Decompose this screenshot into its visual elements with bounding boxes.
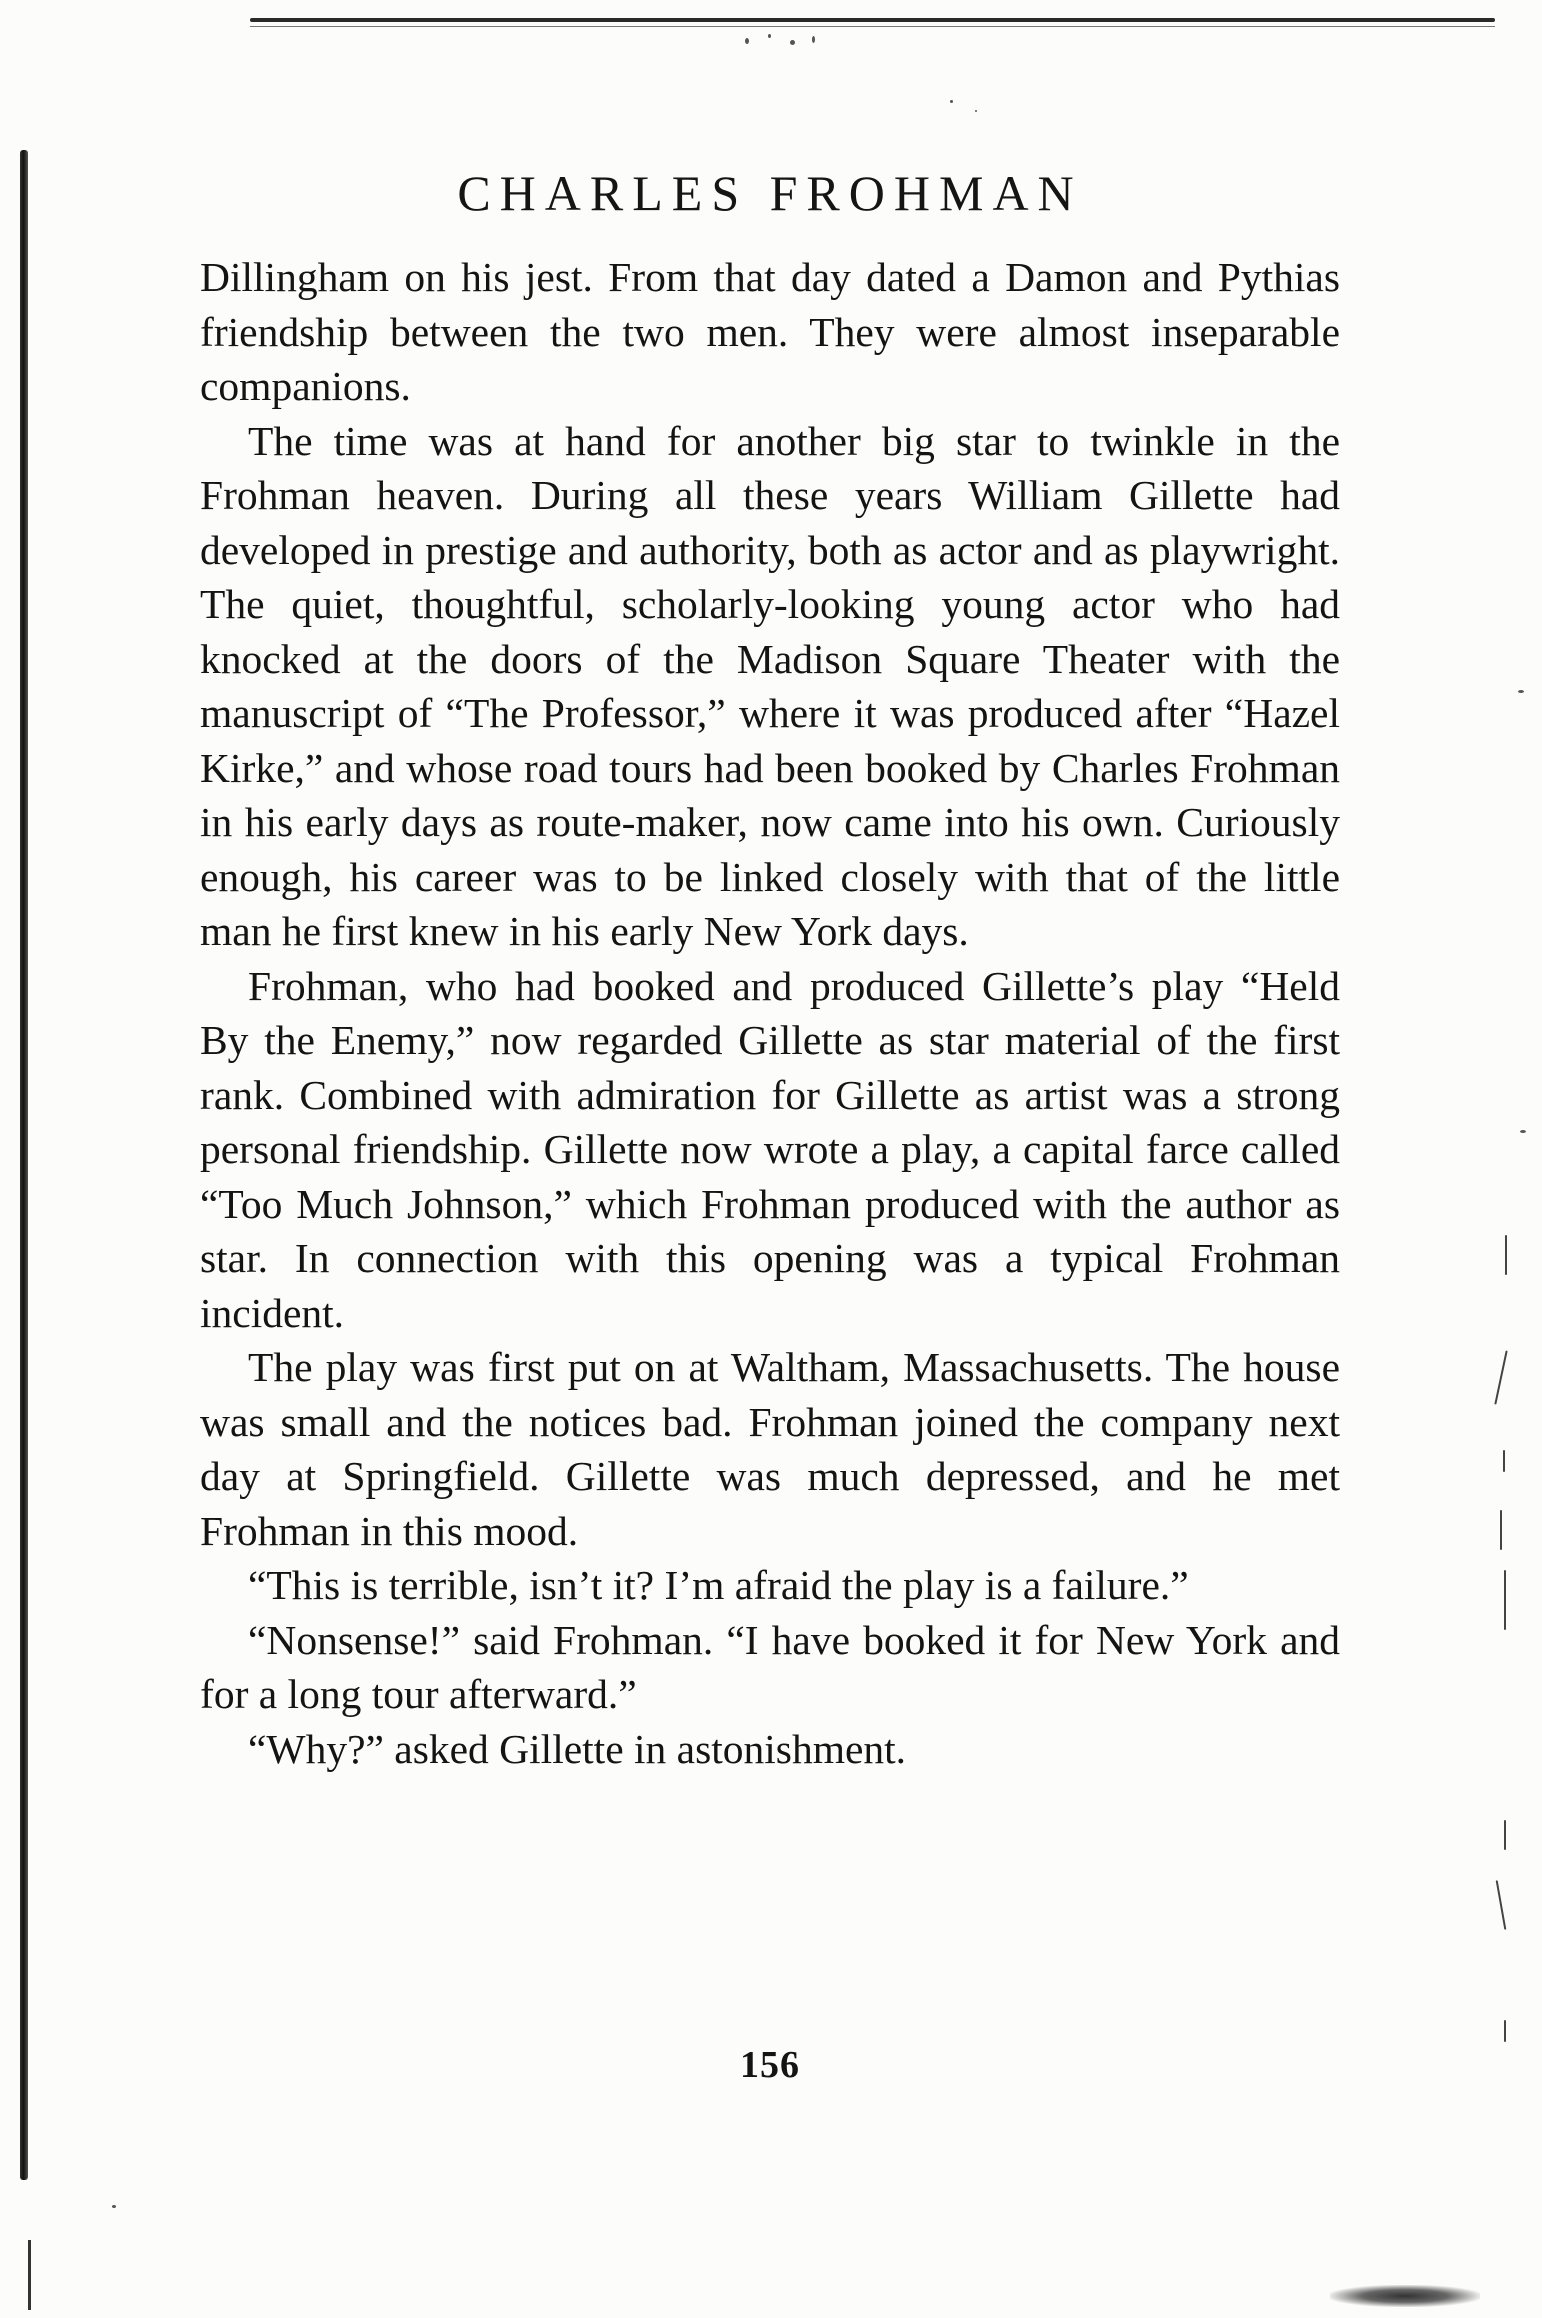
- page-spine-edge: [20, 150, 28, 2180]
- margin-mark: [1504, 1820, 1506, 1850]
- speck: [950, 100, 953, 103]
- paragraph: The time was at hand for another big star to twinkle in the Frohman heaven. During all these years William Gillette had developed in prestige and authority, both as actor and as playwright. The quiet, thoughtful, scholarly-looking young actor who had knocked at the doors of the Madison Square Theater with the manuscript of “The Professor,” where it was produced after “Hazel Kirke,” and whose road tours had been booked by Charles Frohman in his early days as route-maker, now came into his own. Curiously enough, his career was to be linked closely with that of the little man he first knew in his early New York days.: [200, 417, 1340, 954]
- speck: [1518, 690, 1524, 693]
- margin-mark: [1504, 1570, 1506, 1630]
- paragraph: Frohman, who had booked and produced Gillette’s play “Held By the Enemy,” now regarded Gillette as star material of the first rank. Combined with admiration for Gillette as artist was a strong personal friendship. Gillette now wrote a play, a capital farce called “Too Much Johnson,” which Frohman produced with the author as star. In connection with this opening was a typical Frohman incident.: [200, 962, 1340, 1336]
- page-number: 156: [740, 2044, 800, 2086]
- running-head: CHARLES FROHMAN: [457, 165, 1083, 221]
- corner-smudge: [1330, 2285, 1480, 2307]
- margin-mark: [1496, 1880, 1507, 1930]
- margin-mark: [1505, 1235, 1507, 1275]
- top-rule: [250, 18, 1495, 22]
- speck: [768, 34, 771, 38]
- margin-mark: [1504, 2020, 1506, 2042]
- speck: [112, 2205, 116, 2208]
- speck: [975, 110, 977, 112]
- page-spine-edge-lower: [28, 2240, 31, 2310]
- speck: [790, 40, 795, 45]
- margin-mark: [1503, 1450, 1505, 1472]
- body-text: [200, 250, 1340, 1776]
- paragraph: The play was first put on at Waltham, Massachusetts. The house was small and the notices bad. Frohman joined the company next day at Springfield. Gillette was much depressed, and he met Frohman in this mood.: [200, 1344, 1340, 1554]
- paragraph: “Nonsense!” said Frohman. “I have booked it for New York and for a long tour afterward.”: [200, 1616, 1340, 1717]
- speck: [812, 36, 815, 43]
- margin-mark: [1494, 1350, 1507, 1404]
- speck: [745, 38, 749, 44]
- paragraph: “This is terrible, isn’t it? I’m afraid the play is a failure.”: [248, 1562, 1189, 1608]
- paragraph: Dillingham on his jest. From that day dated a Damon and Pythias friendship between the two men. They were almost inseparable companions.: [200, 254, 1340, 409]
- paragraph: “Why?” asked Gillette in astonishment.: [248, 1725, 907, 1772]
- margin-mark: [1500, 1510, 1502, 1550]
- speck: [1520, 1130, 1526, 1133]
- top-rule-thin: [250, 26, 1495, 27]
